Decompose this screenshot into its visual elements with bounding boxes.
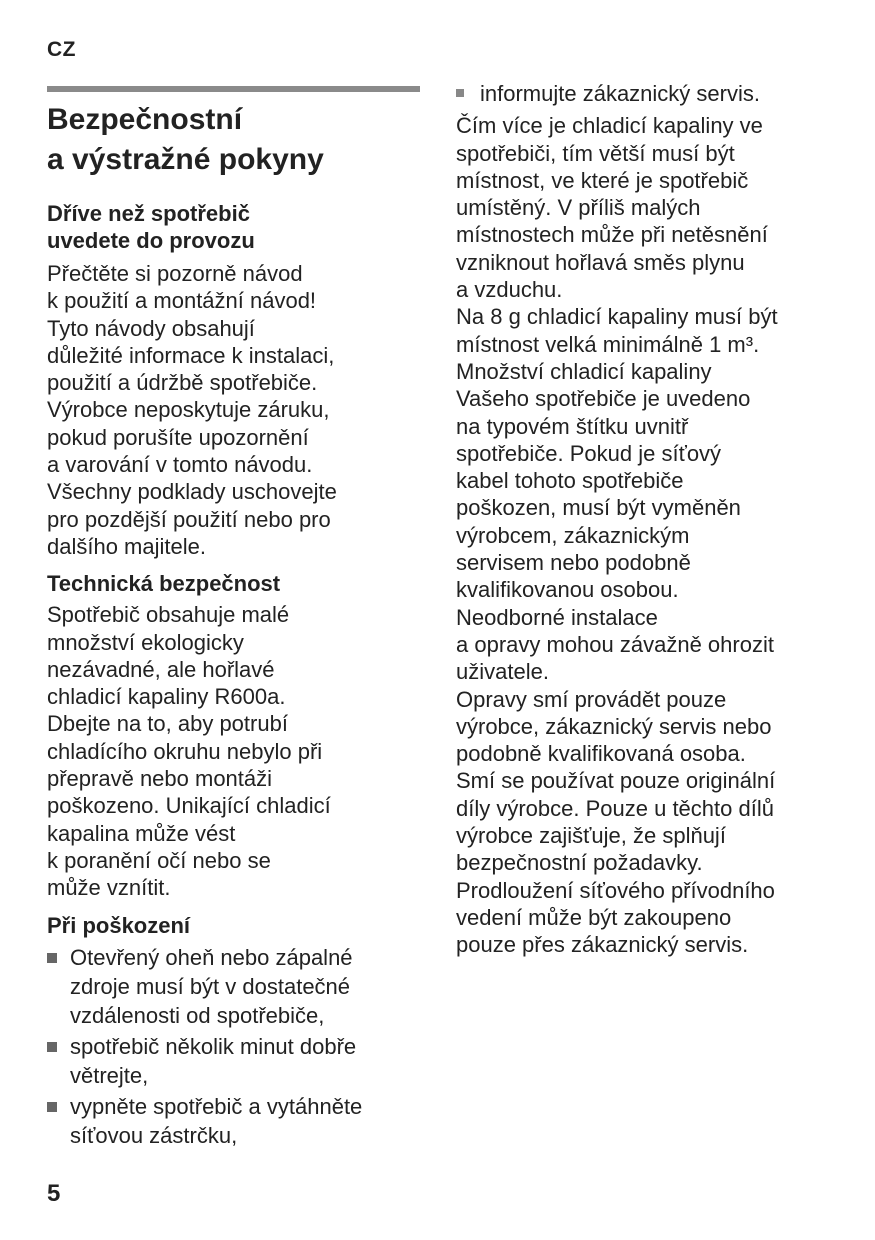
page-title xyxy=(47,100,422,180)
left-column xyxy=(47,100,422,1152)
text-line: Spotřebič obsahuje malé xyxy=(47,602,290,628)
text-line: díly výrobce. Pouze u těchto dílů xyxy=(456,795,774,821)
text-line: a vzduchu. xyxy=(456,277,563,303)
text-line: umístěný. V příliš malých xyxy=(456,195,701,221)
text-line: kapalina může vést xyxy=(47,820,236,846)
text-line: Otevřený oheň nebo zápalné xyxy=(70,944,353,970)
text-line: Opravy smí provádět pouze xyxy=(456,686,727,712)
text-line: výrobce zajišťuje, že splňují xyxy=(456,823,726,849)
before-use-paragraph xyxy=(47,260,422,560)
text-line: chladicí kapaliny R600a. xyxy=(47,684,286,710)
text-line: poškozeno. Unikající chladicí xyxy=(47,793,331,819)
list-item xyxy=(47,1032,422,1090)
text-line: kabel tohoto spotřebiče xyxy=(456,468,684,494)
text-line: výrobce, zákaznický servis nebo xyxy=(456,713,772,739)
text-line: dalšího majitele. xyxy=(47,533,206,559)
heading-before-use xyxy=(47,200,422,254)
heading-line: uvedete do provozu xyxy=(47,228,255,253)
technical-safety-paragraph xyxy=(47,601,422,901)
text-line: Všechny podklady uschovejte xyxy=(47,479,337,505)
list-item xyxy=(47,1092,422,1150)
text-line: vzdálenosti od spotřebiče, xyxy=(70,1002,325,1028)
text-line: k poranění očí nebo se xyxy=(47,847,271,873)
refrigerant-paragraph xyxy=(456,112,831,958)
text-line: množství ekologicky xyxy=(47,629,244,655)
text-line: spotřebič několik minut dobře xyxy=(70,1033,357,1059)
text-line: zdroje musí být v dostatečné xyxy=(70,973,351,999)
section-divider xyxy=(47,86,420,92)
text-line: vypněte spotřebič a vytáhněte xyxy=(70,1093,363,1119)
square-bullet-icon xyxy=(47,953,57,963)
text-line: podobně kvalifikovaná osoba. xyxy=(456,741,746,767)
page-number: 5 xyxy=(47,1180,61,1207)
text-line: může vznítit. xyxy=(47,875,171,901)
text-line: Dbejte na to, aby potrubí xyxy=(47,711,288,737)
text-line: Tyto návody obsahují xyxy=(47,315,255,341)
text-line: použití a údržbě spotřebiče. xyxy=(47,370,318,396)
right-column xyxy=(456,80,831,959)
text-line: spotřebiče. Pokud je síťový xyxy=(456,440,722,466)
text-line: pro pozdější použití nebo pro xyxy=(47,506,331,532)
text-line: větrejte, xyxy=(70,1062,149,1088)
square-bullet-icon xyxy=(456,89,464,97)
text-line: důležité informace k instalaci, xyxy=(47,342,335,368)
text-line: Smí se používat pouze originální xyxy=(456,768,776,794)
text-line: poškozen, musí být vyměněn xyxy=(456,495,741,521)
text-line: bezpečnostní požadavky. xyxy=(456,850,703,876)
damage-bullet-list xyxy=(47,943,422,1150)
text-line: nezávadné, ale hořlavé xyxy=(47,656,275,682)
text-line: Přečtěte si pozorně návod xyxy=(47,261,303,286)
text-line: vzniknout hořlavá směs plynu xyxy=(456,249,745,275)
text-line: síťovou zástrčku, xyxy=(70,1122,238,1148)
text-line: k použití a montážní návod! xyxy=(47,288,317,314)
text-line: Prodloužení síťového přívodního xyxy=(456,877,775,903)
text-line: místnost, ve které je spotřebič xyxy=(456,167,749,193)
heading-line: Dříve než spotřebič xyxy=(47,201,250,226)
text-line: Na 8 g chladicí kapaliny musí být xyxy=(456,304,778,330)
text-line: místnost velká minimálně 1 m³. xyxy=(456,331,760,357)
text-line: výrobcem, zákaznickým xyxy=(456,522,690,548)
language-code: CZ xyxy=(47,38,76,61)
title-line: Bezpečnostní xyxy=(47,103,243,136)
text-line: a varování v tomto návodu. xyxy=(47,452,313,478)
text-line: pokud porušíte upozornění xyxy=(47,424,309,450)
title-line: a výstražné pokyny xyxy=(47,143,324,176)
text-line: místnostech může při netěsnění xyxy=(456,222,768,248)
text-line: na typovém štítku uvnitř xyxy=(456,413,689,439)
text-line: Vašeho spotřebiče je uvedeno xyxy=(456,386,751,412)
text-line: Množství chladicí kapaliny xyxy=(456,358,712,384)
text-line: spotřebiči, tím větší musí být xyxy=(456,140,735,166)
list-item xyxy=(47,943,422,1030)
text-line: kvalifikovanou osobou. xyxy=(456,577,679,603)
square-bullet-icon xyxy=(47,1042,57,1052)
square-bullet-icon xyxy=(47,1102,57,1112)
heading-damage: Při poškození xyxy=(47,912,191,938)
text-line: Čím více je chladicí kapaliny ve xyxy=(456,113,763,139)
text-line: přepravě nebo montáži xyxy=(47,766,273,792)
text-line: a opravy mohou závažně ohrozit xyxy=(456,631,774,657)
list-item xyxy=(456,80,831,107)
text-line: pouze přes zákaznický servis. xyxy=(456,932,749,958)
text-line: vedení může být zakoupeno xyxy=(456,904,732,930)
heading-technical-safety: Technická bezpečnost xyxy=(47,571,281,597)
text-line: uživatele. xyxy=(456,659,549,685)
text-line: chladícího okruhu nebylo při xyxy=(47,738,323,764)
text-line: servisem nebo podobně xyxy=(456,550,691,576)
text-line: informujte zákaznický servis. xyxy=(480,81,760,106)
text-line: Výrobce neposkytuje záruku, xyxy=(47,397,330,423)
text-line: Neodborné instalace xyxy=(456,604,658,630)
